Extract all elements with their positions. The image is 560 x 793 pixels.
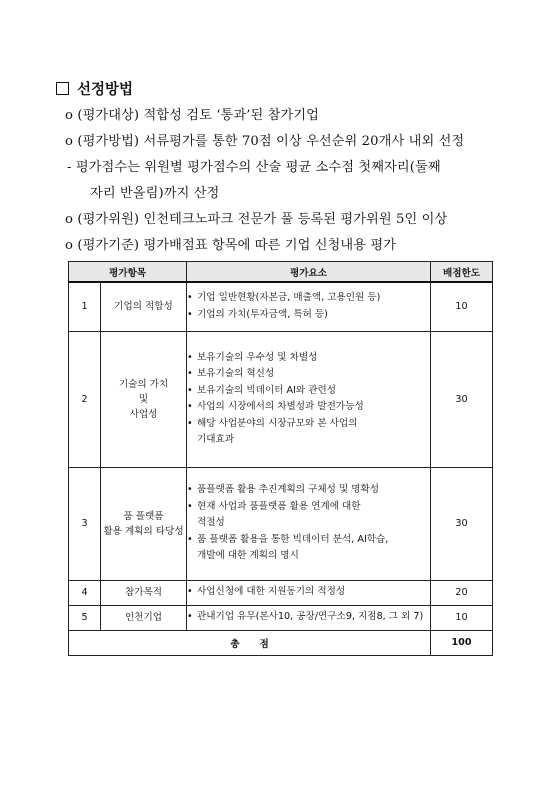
row-number: 5 (69, 605, 101, 630)
header-max-score: 배점한도 (431, 262, 493, 283)
total-score: 100 (431, 630, 493, 655)
table-header-row (69, 262, 493, 283)
bullet-icon: • (187, 308, 193, 320)
row-elements: • 관내기업 유무(본사10, 공장/연구소9, 지점8, 그 외 7) (187, 605, 431, 630)
checkbox-icon (56, 82, 69, 95)
evaluation-table (68, 261, 493, 656)
row-item-name: 기술의 가치 및 사업성 (101, 331, 187, 467)
bullet-icon: • (187, 368, 193, 379)
row-score: 20 (431, 580, 493, 605)
table-row (69, 467, 493, 580)
row-elements: • 사업신청에 대한 지원동기의 적정성 (187, 580, 431, 605)
section-heading (56, 78, 133, 99)
row-number: 3 (69, 467, 101, 580)
row-number: 4 (69, 580, 101, 605)
eval-target-line: o (평가대상) 적합성 검토 ‘통과’된 참가기업 (65, 108, 319, 123)
row-score: 10 (431, 282, 493, 331)
score-note-line: - 평가점수는 위원별 평가점수의 산술 평균 소수점 첫째자리(둘째 (67, 160, 441, 175)
evaluator-line: o (평가위원) 인천테크노파크 전문가 풀 등록된 평가위원 5인 이상 (65, 212, 448, 227)
bullet-icon: • (187, 417, 193, 429)
row-item-name: 참가목적 (101, 580, 187, 605)
row-item-name: 품 플랫폼 활용 계획의 타당성 (101, 467, 187, 580)
row-score: 30 (431, 467, 493, 580)
table-row (69, 331, 493, 467)
bullet-icon: • (187, 484, 193, 496)
bullet-icon: • (187, 384, 193, 396)
eval-method-line: o (평가방법) 서류평가를 통한 70점 이상 우선순위 20개사 내외 선정 (65, 134, 465, 149)
row-elements: • 보유기술의 우수성 및 차별성 • 보유기술의 혁신성 • 보유기술의 빅데이터 AI와 관련성 • 사업의 시장에서의 차별성과 발전가능성 • 해당 사업분야의 시장규모와 본 사업의 기대효과 (187, 331, 431, 467)
row-number: 2 (69, 331, 101, 467)
criteria-line: o (평가기준) 평가배점표 항목에 따른 기업 신청내용 평가 (65, 238, 397, 253)
row-elements: • 품플랫폼 활용 추진계획의 구체성 및 명확성 • 현재 사업과 품플랫폼 활용 연계에 대한 적절성 • 품 플랫폼 활용을 통한 빅데이터 분석, AI학습, 개발에 대한 계획의 명시 (187, 467, 431, 580)
bullet-icon: • (187, 611, 193, 623)
bullet-icon: • (187, 401, 193, 412)
bullet-icon: • (187, 533, 193, 545)
bullet-icon: • (187, 586, 193, 598)
table-row (69, 605, 493, 630)
row-item-name: 기업의 적합성 (101, 282, 187, 331)
table-row (69, 282, 493, 331)
total-row (69, 630, 493, 655)
header-eval-element: 평가요소 (187, 262, 431, 283)
row-number: 1 (69, 282, 101, 331)
header-eval-item: 평가항목 (69, 262, 187, 283)
bullet-icon: • (187, 351, 193, 363)
row-item-name: 인천기업 (101, 605, 187, 630)
bullet-icon: • (187, 292, 193, 304)
bullet-icon: • (187, 500, 193, 512)
row-elements: • 기업 일반현황(자본금, 매출액, 고용인원 등) • 기업의 가치(투자금액, 특허 등) (187, 282, 431, 331)
total-label: 총 점 (69, 630, 431, 655)
table-row (69, 580, 493, 605)
section-title: 선정방법 (77, 81, 134, 98)
score-note-continued: 자리 반올림)까지 산정 (90, 186, 220, 201)
row-score: 30 (431, 331, 493, 467)
row-score: 10 (431, 605, 493, 630)
